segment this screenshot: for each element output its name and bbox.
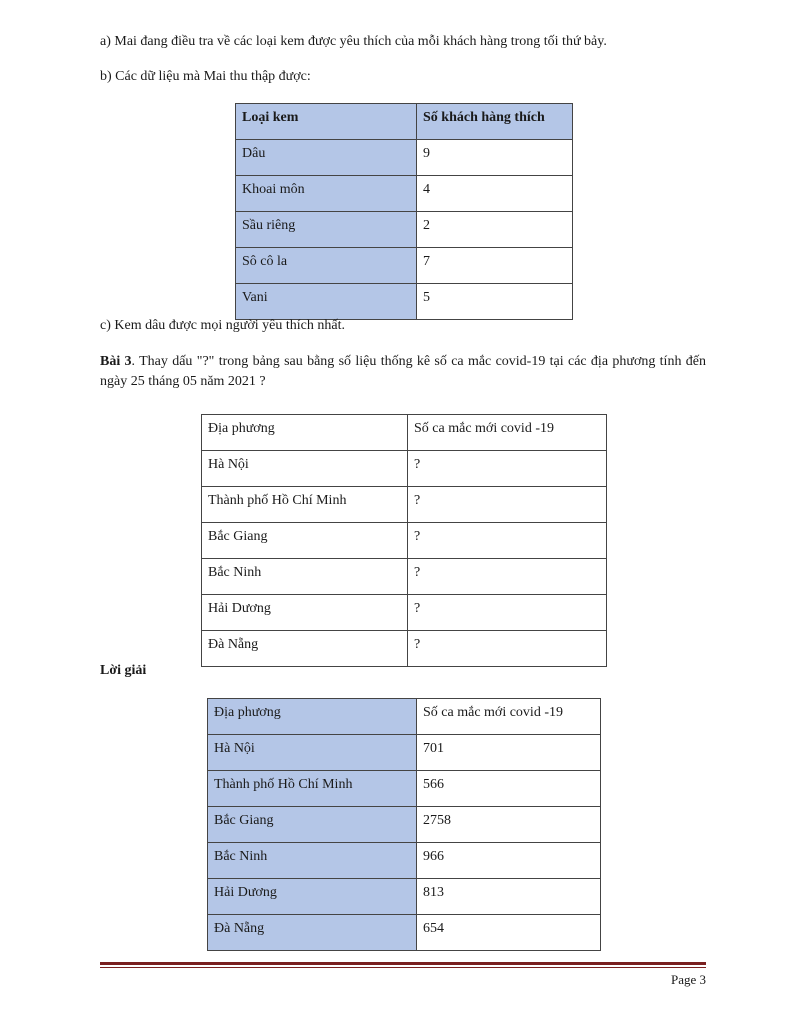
solution-label: Lời giải: [100, 663, 147, 678]
table-row: [208, 915, 601, 951]
footer-rule: [100, 962, 706, 965]
intro-line-a: a) Mai đang điều tra về các loại kem được yêu thích của mỗi khách hàng trong tối thứ bảy.: [100, 34, 607, 49]
table-cell: ?: [408, 487, 607, 523]
table-cell: 5: [417, 284, 573, 320]
footer-rule-thin: [100, 967, 706, 968]
table-header-cell: Số ca mắc mới covid -19: [408, 415, 607, 451]
icecream-table: [235, 103, 573, 320]
table-cell: Đà Nẵng: [202, 631, 408, 667]
question-table: [201, 414, 607, 667]
table-cell: Dâu: [236, 140, 417, 176]
table-row: [236, 176, 573, 212]
table-cell: 2: [417, 212, 573, 248]
table-row: [208, 843, 601, 879]
table-cell: Thành phố Hồ Chí Minh: [208, 771, 417, 807]
table-cell: Hải Dương: [202, 595, 408, 631]
table-cell: 813: [417, 879, 601, 915]
table-cell: Thành phố Hồ Chí Minh: [202, 487, 408, 523]
table-header-row: [202, 415, 607, 451]
answer-table: [207, 698, 601, 951]
table-header-cell: Địa phương: [202, 415, 408, 451]
table-cell: 566: [417, 771, 601, 807]
exercise3-text: [100, 352, 706, 392]
table-cell: Hà Nội: [202, 451, 408, 487]
table-cell: Khoai môn: [236, 176, 417, 212]
table-cell: 966: [417, 843, 601, 879]
table-cell: Bắc Giang: [208, 807, 417, 843]
table-cell: Sô cô la: [236, 248, 417, 284]
exercise3-label: Bài 3: [100, 354, 132, 369]
conclusion-text: c) Kem dâu được mọi người yêu thích nhất.: [100, 318, 345, 333]
table-header-cell: Số khách hàng thích: [417, 104, 573, 140]
table-cell: Bắc Ninh: [202, 559, 408, 595]
table-cell: Bắc Giang: [202, 523, 408, 559]
table-cell: ?: [408, 523, 607, 559]
table-header-row: [208, 699, 601, 735]
table-cell: Sầu riêng: [236, 212, 417, 248]
table-row: [202, 595, 607, 631]
table-cell: 7: [417, 248, 573, 284]
exercise3-body: . Thay dấu "?" trong bảng sau bằng số liệu thống kê số ca mắc covid-19 tại các địa phương tính đến ngày 25 tháng 05 năm 2021 ?: [100, 354, 706, 389]
table-cell: Đà Nẵng: [208, 915, 417, 951]
page-number: Page 3: [670, 972, 706, 987]
table-cell: ?: [408, 595, 607, 631]
table-header-cell: Số ca mắc mới covid -19: [417, 699, 601, 735]
table-cell: 701: [417, 735, 601, 771]
table-row: [236, 212, 573, 248]
table-cell: 9: [417, 140, 573, 176]
table-header-cell: Loại kem: [236, 104, 417, 140]
table-row: [202, 631, 607, 667]
table-cell: ?: [408, 631, 607, 667]
table-row: [208, 879, 601, 915]
table-row: [202, 487, 607, 523]
table-row: [236, 248, 573, 284]
table-row: [208, 735, 601, 771]
table-cell: ?: [408, 451, 607, 487]
table-cell: Vani: [236, 284, 417, 320]
table-cell: Hà Nội: [208, 735, 417, 771]
table-cell: Hải Dương: [208, 879, 417, 915]
table-row: [202, 451, 607, 487]
table-header-row: [236, 104, 573, 140]
table-row: [236, 140, 573, 176]
table-row: [208, 807, 601, 843]
table-header-cell: Địa phương: [208, 699, 417, 735]
table-cell: Bắc Ninh: [208, 843, 417, 879]
table-cell: ?: [408, 559, 607, 595]
intro-line-b: b) Các dữ liệu mà Mai thu thập được:: [100, 69, 311, 84]
table-row: [202, 559, 607, 595]
table-cell: 2758: [417, 807, 601, 843]
table-cell: 4: [417, 176, 573, 212]
table-cell: 654: [417, 915, 601, 951]
table-row: [202, 523, 607, 559]
table-row: [208, 771, 601, 807]
table-row: [236, 284, 573, 320]
